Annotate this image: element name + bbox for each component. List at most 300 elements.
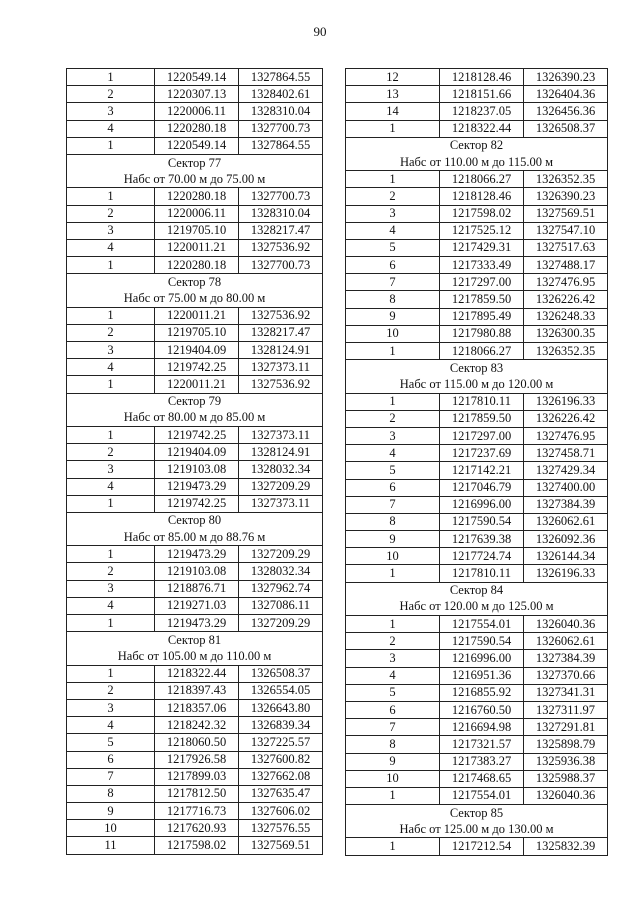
- point-number-cell: 5: [346, 684, 440, 701]
- table-row: [67, 615, 323, 632]
- x-coordinate-cell: 1219473.29: [155, 478, 239, 495]
- y-coordinate-cell: 1326196.33: [524, 565, 608, 582]
- y-coordinate-cell: 1326390.23: [524, 69, 608, 86]
- point-number-cell: 1: [346, 838, 440, 855]
- point-number-cell: 2: [67, 444, 155, 461]
- y-coordinate-cell: 1327370.66: [524, 667, 608, 684]
- sector-header-row: [67, 632, 323, 649]
- table-row: [67, 137, 323, 154]
- point-number-cell: 6: [346, 257, 440, 274]
- point-number-cell: 1: [67, 615, 155, 632]
- sector-header-row: [346, 821, 608, 838]
- point-number-cell: 1: [67, 137, 155, 154]
- x-coordinate-cell: 1216760.50: [440, 701, 524, 718]
- x-coordinate-cell: 1220280.18: [155, 120, 239, 137]
- table-row: [67, 699, 323, 716]
- point-number-cell: 5: [346, 239, 440, 256]
- table-row: [346, 770, 608, 787]
- sector-title: Сектор 77: [67, 154, 323, 171]
- y-coordinate-cell: 1326390.23: [524, 188, 608, 205]
- x-coordinate-cell: 1217297.00: [440, 427, 524, 444]
- table-row: [67, 359, 323, 376]
- table-row: [67, 563, 323, 580]
- x-coordinate-cell: 1217333.49: [440, 257, 524, 274]
- point-number-cell: 9: [67, 803, 155, 820]
- x-coordinate-cell: 1220011.21: [155, 239, 239, 256]
- y-coordinate-cell: 1325988.37: [524, 770, 608, 787]
- y-coordinate-cell: 1326643.80: [239, 699, 323, 716]
- y-coordinate-cell: 1327400.00: [524, 479, 608, 496]
- point-number-cell: 2: [67, 324, 155, 341]
- table-row: [346, 222, 608, 239]
- x-coordinate-cell: 1217859.50: [440, 410, 524, 427]
- coordinates-table-right: [345, 68, 608, 856]
- point-number-cell: 1: [346, 787, 440, 804]
- point-number-cell: 1: [67, 546, 155, 563]
- point-number-cell: 2: [67, 86, 155, 103]
- x-coordinate-cell: 1217383.27: [440, 753, 524, 770]
- sector-height-range: Набс от 75.00 м до 80.00 м: [67, 290, 323, 307]
- x-coordinate-cell: 1217620.93: [155, 820, 239, 837]
- table-row: [67, 478, 323, 495]
- table-row: [346, 427, 608, 444]
- point-number-cell: 8: [346, 513, 440, 530]
- table-row: [67, 205, 323, 222]
- table-row: [346, 86, 608, 103]
- sector-header-row: [346, 154, 608, 171]
- table-row: [346, 188, 608, 205]
- table-row: [346, 393, 608, 410]
- point-number-cell: 3: [67, 342, 155, 359]
- point-number-cell: 7: [346, 496, 440, 513]
- point-number-cell: 13: [346, 86, 440, 103]
- table-row: [346, 274, 608, 291]
- y-coordinate-cell: 1326508.37: [239, 665, 323, 682]
- x-coordinate-cell: 1218237.05: [440, 103, 524, 120]
- sector-header-row: [346, 805, 608, 822]
- point-number-cell: 4: [67, 239, 155, 256]
- table-row: [346, 308, 608, 325]
- table-row: [67, 768, 323, 785]
- x-coordinate-cell: 1216694.98: [440, 719, 524, 736]
- table-row: [346, 343, 608, 360]
- sector-header-row: [67, 393, 323, 410]
- y-coordinate-cell: 1328217.47: [239, 222, 323, 239]
- x-coordinate-cell: 1217895.49: [440, 308, 524, 325]
- point-number-cell: 1: [67, 376, 155, 393]
- x-coordinate-cell: 1217212.54: [440, 838, 524, 855]
- sector-header-row: [67, 274, 323, 291]
- y-coordinate-cell: 1327384.39: [524, 650, 608, 667]
- y-coordinate-cell: 1326508.37: [524, 120, 608, 137]
- table-row: [346, 513, 608, 530]
- point-number-cell: 3: [67, 461, 155, 478]
- x-coordinate-cell: 1218128.46: [440, 188, 524, 205]
- y-coordinate-cell: 1327291.81: [524, 719, 608, 736]
- y-coordinate-cell: 1325832.39: [524, 838, 608, 855]
- y-coordinate-cell: 1326300.35: [524, 325, 608, 342]
- sector-title: Сектор 79: [67, 393, 323, 410]
- point-number-cell: 1: [346, 393, 440, 410]
- x-coordinate-cell: 1219103.08: [155, 461, 239, 478]
- point-number-cell: 4: [67, 120, 155, 137]
- point-number-cell: 10: [346, 548, 440, 565]
- y-coordinate-cell: 1327547.10: [524, 222, 608, 239]
- table-row: [67, 682, 323, 699]
- y-coordinate-cell: 1327225.57: [239, 734, 323, 751]
- point-number-cell: 4: [67, 597, 155, 614]
- x-coordinate-cell: 1216855.92: [440, 684, 524, 701]
- sector-header-row: [346, 376, 608, 393]
- sector-height-range: Набс от 85.00 м до 88.76 м: [67, 529, 323, 546]
- table-row: [67, 188, 323, 205]
- coordinates-table-left: [66, 68, 323, 855]
- point-number-cell: 1: [67, 69, 155, 86]
- point-number-cell: 9: [346, 308, 440, 325]
- x-coordinate-cell: 1217598.02: [155, 837, 239, 854]
- point-number-cell: 1: [67, 495, 155, 512]
- sector-header-row: [346, 137, 608, 154]
- x-coordinate-cell: 1219271.03: [155, 597, 239, 614]
- table-row: [346, 736, 608, 753]
- x-coordinate-cell: 1217810.11: [440, 565, 524, 582]
- point-number-cell: 3: [346, 427, 440, 444]
- table-row: [346, 325, 608, 342]
- x-coordinate-cell: 1218060.50: [155, 734, 239, 751]
- table-row: [346, 650, 608, 667]
- point-number-cell: 8: [346, 736, 440, 753]
- x-coordinate-cell: 1217812.50: [155, 785, 239, 802]
- point-number-cell: 1: [346, 616, 440, 633]
- point-number-cell: 4: [346, 445, 440, 462]
- table-row: [67, 257, 323, 274]
- x-coordinate-cell: 1217926.58: [155, 751, 239, 768]
- y-coordinate-cell: 1327373.11: [239, 359, 323, 376]
- x-coordinate-cell: 1218322.44: [155, 665, 239, 682]
- y-coordinate-cell: 1326248.33: [524, 308, 608, 325]
- y-coordinate-cell: 1327384.39: [524, 496, 608, 513]
- table-row: [67, 665, 323, 682]
- sector-header-row: [67, 171, 323, 188]
- x-coordinate-cell: 1217554.01: [440, 616, 524, 633]
- point-number-cell: 3: [346, 205, 440, 222]
- y-coordinate-cell: 1328124.91: [239, 444, 323, 461]
- y-coordinate-cell: 1326144.34: [524, 548, 608, 565]
- sector-title: Сектор 78: [67, 274, 323, 291]
- y-coordinate-cell: 1326092.36: [524, 531, 608, 548]
- x-coordinate-cell: 1217590.54: [440, 633, 524, 650]
- y-coordinate-cell: 1327576.55: [239, 820, 323, 837]
- x-coordinate-cell: 1220011.21: [155, 307, 239, 324]
- table-row: [67, 751, 323, 768]
- x-coordinate-cell: 1217859.50: [440, 291, 524, 308]
- point-number-cell: 7: [346, 274, 440, 291]
- table-row: [346, 667, 608, 684]
- y-coordinate-cell: 1326839.34: [239, 717, 323, 734]
- table-row: [346, 171, 608, 188]
- y-coordinate-cell: 1328032.34: [239, 563, 323, 580]
- table-row: [346, 496, 608, 513]
- y-coordinate-cell: 1326404.36: [524, 86, 608, 103]
- y-coordinate-cell: 1327373.11: [239, 495, 323, 512]
- sector-title: Сектор 83: [346, 360, 608, 377]
- y-coordinate-cell: 1327864.55: [239, 69, 323, 86]
- point-number-cell: 1: [67, 665, 155, 682]
- sector-height-range: Набс от 115.00 м до 120.00 м: [346, 376, 608, 393]
- y-coordinate-cell: 1327536.92: [239, 239, 323, 256]
- table-row: [67, 717, 323, 734]
- point-number-cell: 14: [346, 103, 440, 120]
- table-row: [67, 461, 323, 478]
- x-coordinate-cell: 1220307.13: [155, 86, 239, 103]
- point-number-cell: 2: [346, 633, 440, 650]
- x-coordinate-cell: 1216996.00: [440, 650, 524, 667]
- x-coordinate-cell: 1218242.32: [155, 717, 239, 734]
- sector-height-range: Набс от 105.00 м до 110.00 м: [67, 648, 323, 665]
- table-row: [346, 633, 608, 650]
- point-number-cell: 7: [67, 768, 155, 785]
- y-coordinate-cell: 1325898.79: [524, 736, 608, 753]
- sector-title: Сектор 81: [67, 632, 323, 649]
- point-number-cell: 10: [346, 325, 440, 342]
- y-coordinate-cell: 1327476.95: [524, 274, 608, 291]
- sector-height-range: Набс от 125.00 м до 130.00 м: [346, 821, 608, 838]
- y-coordinate-cell: 1328032.34: [239, 461, 323, 478]
- sector-header-row: [67, 648, 323, 665]
- table-row: [346, 69, 608, 86]
- sector-header-row: [67, 154, 323, 171]
- x-coordinate-cell: 1218066.27: [440, 171, 524, 188]
- y-coordinate-cell: 1326352.35: [524, 343, 608, 360]
- x-coordinate-cell: 1217590.54: [440, 513, 524, 530]
- y-coordinate-cell: 1327536.92: [239, 376, 323, 393]
- x-coordinate-cell: 1219742.25: [155, 426, 239, 443]
- x-coordinate-cell: 1217639.38: [440, 531, 524, 548]
- x-coordinate-cell: 1217724.74: [440, 548, 524, 565]
- table-row: [346, 120, 608, 137]
- y-coordinate-cell: 1327476.95: [524, 427, 608, 444]
- y-coordinate-cell: 1327864.55: [239, 137, 323, 154]
- table-row: [67, 546, 323, 563]
- point-number-cell: 6: [346, 479, 440, 496]
- table-row: [67, 837, 323, 854]
- y-coordinate-cell: 1327569.51: [239, 837, 323, 854]
- point-number-cell: 7: [346, 719, 440, 736]
- x-coordinate-cell: 1219742.25: [155, 359, 239, 376]
- y-coordinate-cell: 1327635.47: [239, 785, 323, 802]
- y-coordinate-cell: 1326352.35: [524, 171, 608, 188]
- y-coordinate-cell: 1328310.04: [239, 103, 323, 120]
- table-row: [67, 820, 323, 837]
- x-coordinate-cell: 1219473.29: [155, 615, 239, 632]
- x-coordinate-cell: 1217142.21: [440, 462, 524, 479]
- point-number-cell: 9: [346, 753, 440, 770]
- table-row: [346, 103, 608, 120]
- point-number-cell: 9: [346, 531, 440, 548]
- x-coordinate-cell: 1218151.66: [440, 86, 524, 103]
- sector-header-row: [346, 582, 608, 599]
- x-coordinate-cell: 1218322.44: [440, 120, 524, 137]
- point-number-cell: 3: [67, 103, 155, 120]
- table-row: [346, 239, 608, 256]
- table-row: [346, 205, 608, 222]
- x-coordinate-cell: 1220280.18: [155, 188, 239, 205]
- x-coordinate-cell: 1219742.25: [155, 495, 239, 512]
- x-coordinate-cell: 1220006.11: [155, 103, 239, 120]
- sector-header-row: [346, 360, 608, 377]
- point-number-cell: 1: [67, 188, 155, 205]
- y-coordinate-cell: 1327209.29: [239, 546, 323, 563]
- table-row: [67, 86, 323, 103]
- point-number-cell: 2: [67, 682, 155, 699]
- table-row: [346, 445, 608, 462]
- sector-height-range: Набс от 120.00 м до 125.00 м: [346, 599, 608, 616]
- y-coordinate-cell: 1326554.05: [239, 682, 323, 699]
- point-number-cell: 1: [346, 171, 440, 188]
- table-row: [346, 838, 608, 855]
- point-number-cell: 5: [346, 462, 440, 479]
- table-row: [67, 324, 323, 341]
- y-coordinate-cell: 1327700.73: [239, 257, 323, 274]
- x-coordinate-cell: 1220549.14: [155, 137, 239, 154]
- table-row: [346, 410, 608, 427]
- table-row: [67, 239, 323, 256]
- x-coordinate-cell: 1219404.09: [155, 342, 239, 359]
- x-coordinate-cell: 1220006.11: [155, 205, 239, 222]
- x-coordinate-cell: 1220011.21: [155, 376, 239, 393]
- sector-height-range: Набс от 110.00 м до 115.00 м: [346, 154, 608, 171]
- point-number-cell: 10: [346, 770, 440, 787]
- point-number-cell: 3: [67, 580, 155, 597]
- table-row: [67, 444, 323, 461]
- sector-header-row: [67, 529, 323, 546]
- x-coordinate-cell: 1217525.12: [440, 222, 524, 239]
- table-row: [346, 548, 608, 565]
- x-coordinate-cell: 1217046.79: [440, 479, 524, 496]
- x-coordinate-cell: 1219404.09: [155, 444, 239, 461]
- table-row: [67, 307, 323, 324]
- y-coordinate-cell: 1327458.71: [524, 445, 608, 462]
- table-row: [67, 785, 323, 802]
- x-coordinate-cell: 1217716.73: [155, 803, 239, 820]
- point-number-cell: 2: [67, 205, 155, 222]
- table-row: [67, 495, 323, 512]
- point-number-cell: 4: [67, 359, 155, 376]
- point-number-cell: 4: [67, 478, 155, 495]
- point-number-cell: 5: [67, 734, 155, 751]
- x-coordinate-cell: 1217237.69: [440, 445, 524, 462]
- x-coordinate-cell: 1217468.65: [440, 770, 524, 787]
- y-coordinate-cell: 1326226.42: [524, 291, 608, 308]
- x-coordinate-cell: 1218397.43: [155, 682, 239, 699]
- y-coordinate-cell: 1327700.73: [239, 120, 323, 137]
- y-coordinate-cell: 1326062.61: [524, 513, 608, 530]
- table-row: [346, 257, 608, 274]
- point-number-cell: 4: [346, 222, 440, 239]
- table-row: [67, 69, 323, 86]
- y-coordinate-cell: 1326062.61: [524, 633, 608, 650]
- point-number-cell: 1: [67, 257, 155, 274]
- x-coordinate-cell: 1218128.46: [440, 69, 524, 86]
- table-row: [346, 462, 608, 479]
- table-row: [346, 479, 608, 496]
- sector-header-row: [346, 599, 608, 616]
- point-number-cell: 2: [67, 563, 155, 580]
- x-coordinate-cell: 1217321.57: [440, 736, 524, 753]
- x-coordinate-cell: 1217429.31: [440, 239, 524, 256]
- point-number-cell: 3: [346, 650, 440, 667]
- sector-header-row: [67, 512, 323, 529]
- y-coordinate-cell: 1327209.29: [239, 615, 323, 632]
- y-coordinate-cell: 1325936.38: [524, 753, 608, 770]
- sector-header-row: [67, 410, 323, 427]
- y-coordinate-cell: 1328402.61: [239, 86, 323, 103]
- x-coordinate-cell: 1217810.11: [440, 393, 524, 410]
- y-coordinate-cell: 1328124.91: [239, 342, 323, 359]
- table-row: [346, 701, 608, 718]
- x-coordinate-cell: 1217980.88: [440, 325, 524, 342]
- y-coordinate-cell: 1327086.11: [239, 597, 323, 614]
- x-coordinate-cell: 1217297.00: [440, 274, 524, 291]
- y-coordinate-cell: 1327662.08: [239, 768, 323, 785]
- y-coordinate-cell: 1327341.31: [524, 684, 608, 701]
- y-coordinate-cell: 1327600.82: [239, 751, 323, 768]
- table-row: [346, 684, 608, 701]
- sector-height-range: Набс от 70.00 м до 75.00 м: [67, 171, 323, 188]
- x-coordinate-cell: 1219473.29: [155, 546, 239, 563]
- x-coordinate-cell: 1217899.03: [155, 768, 239, 785]
- point-number-cell: 2: [346, 410, 440, 427]
- x-coordinate-cell: 1219705.10: [155, 222, 239, 239]
- x-coordinate-cell: 1219103.08: [155, 563, 239, 580]
- table-row: [67, 734, 323, 751]
- y-coordinate-cell: 1327569.51: [524, 205, 608, 222]
- y-coordinate-cell: 1326196.33: [524, 393, 608, 410]
- x-coordinate-cell: 1218357.06: [155, 699, 239, 716]
- x-coordinate-cell: 1217554.01: [440, 787, 524, 804]
- point-number-cell: 6: [346, 701, 440, 718]
- page-number: 90: [313, 24, 327, 39]
- x-coordinate-cell: 1216951.36: [440, 667, 524, 684]
- point-number-cell: 1: [346, 120, 440, 137]
- point-number-cell: 1: [67, 426, 155, 443]
- x-coordinate-cell: 1219705.10: [155, 324, 239, 341]
- y-coordinate-cell: 1326040.36: [524, 787, 608, 804]
- table-row: [67, 342, 323, 359]
- y-coordinate-cell: 1327373.11: [239, 426, 323, 443]
- point-number-cell: 1: [346, 343, 440, 360]
- table-row: [67, 803, 323, 820]
- sector-title: Сектор 80: [67, 512, 323, 529]
- x-coordinate-cell: 1216996.00: [440, 496, 524, 513]
- table-row: [346, 753, 608, 770]
- table-row: [346, 531, 608, 548]
- x-coordinate-cell: 1217598.02: [440, 205, 524, 222]
- table-row: [67, 580, 323, 597]
- table-row: [346, 565, 608, 582]
- point-number-cell: 4: [67, 717, 155, 734]
- table-row: [346, 787, 608, 804]
- y-coordinate-cell: 1328310.04: [239, 205, 323, 222]
- point-number-cell: 10: [67, 820, 155, 837]
- y-coordinate-cell: 1326456.36: [524, 103, 608, 120]
- point-number-cell: 1: [346, 565, 440, 582]
- point-number-cell: 3: [67, 222, 155, 239]
- y-coordinate-cell: 1327536.92: [239, 307, 323, 324]
- y-coordinate-cell: 1327700.73: [239, 188, 323, 205]
- y-coordinate-cell: 1326226.42: [524, 410, 608, 427]
- y-coordinate-cell: 1327209.29: [239, 478, 323, 495]
